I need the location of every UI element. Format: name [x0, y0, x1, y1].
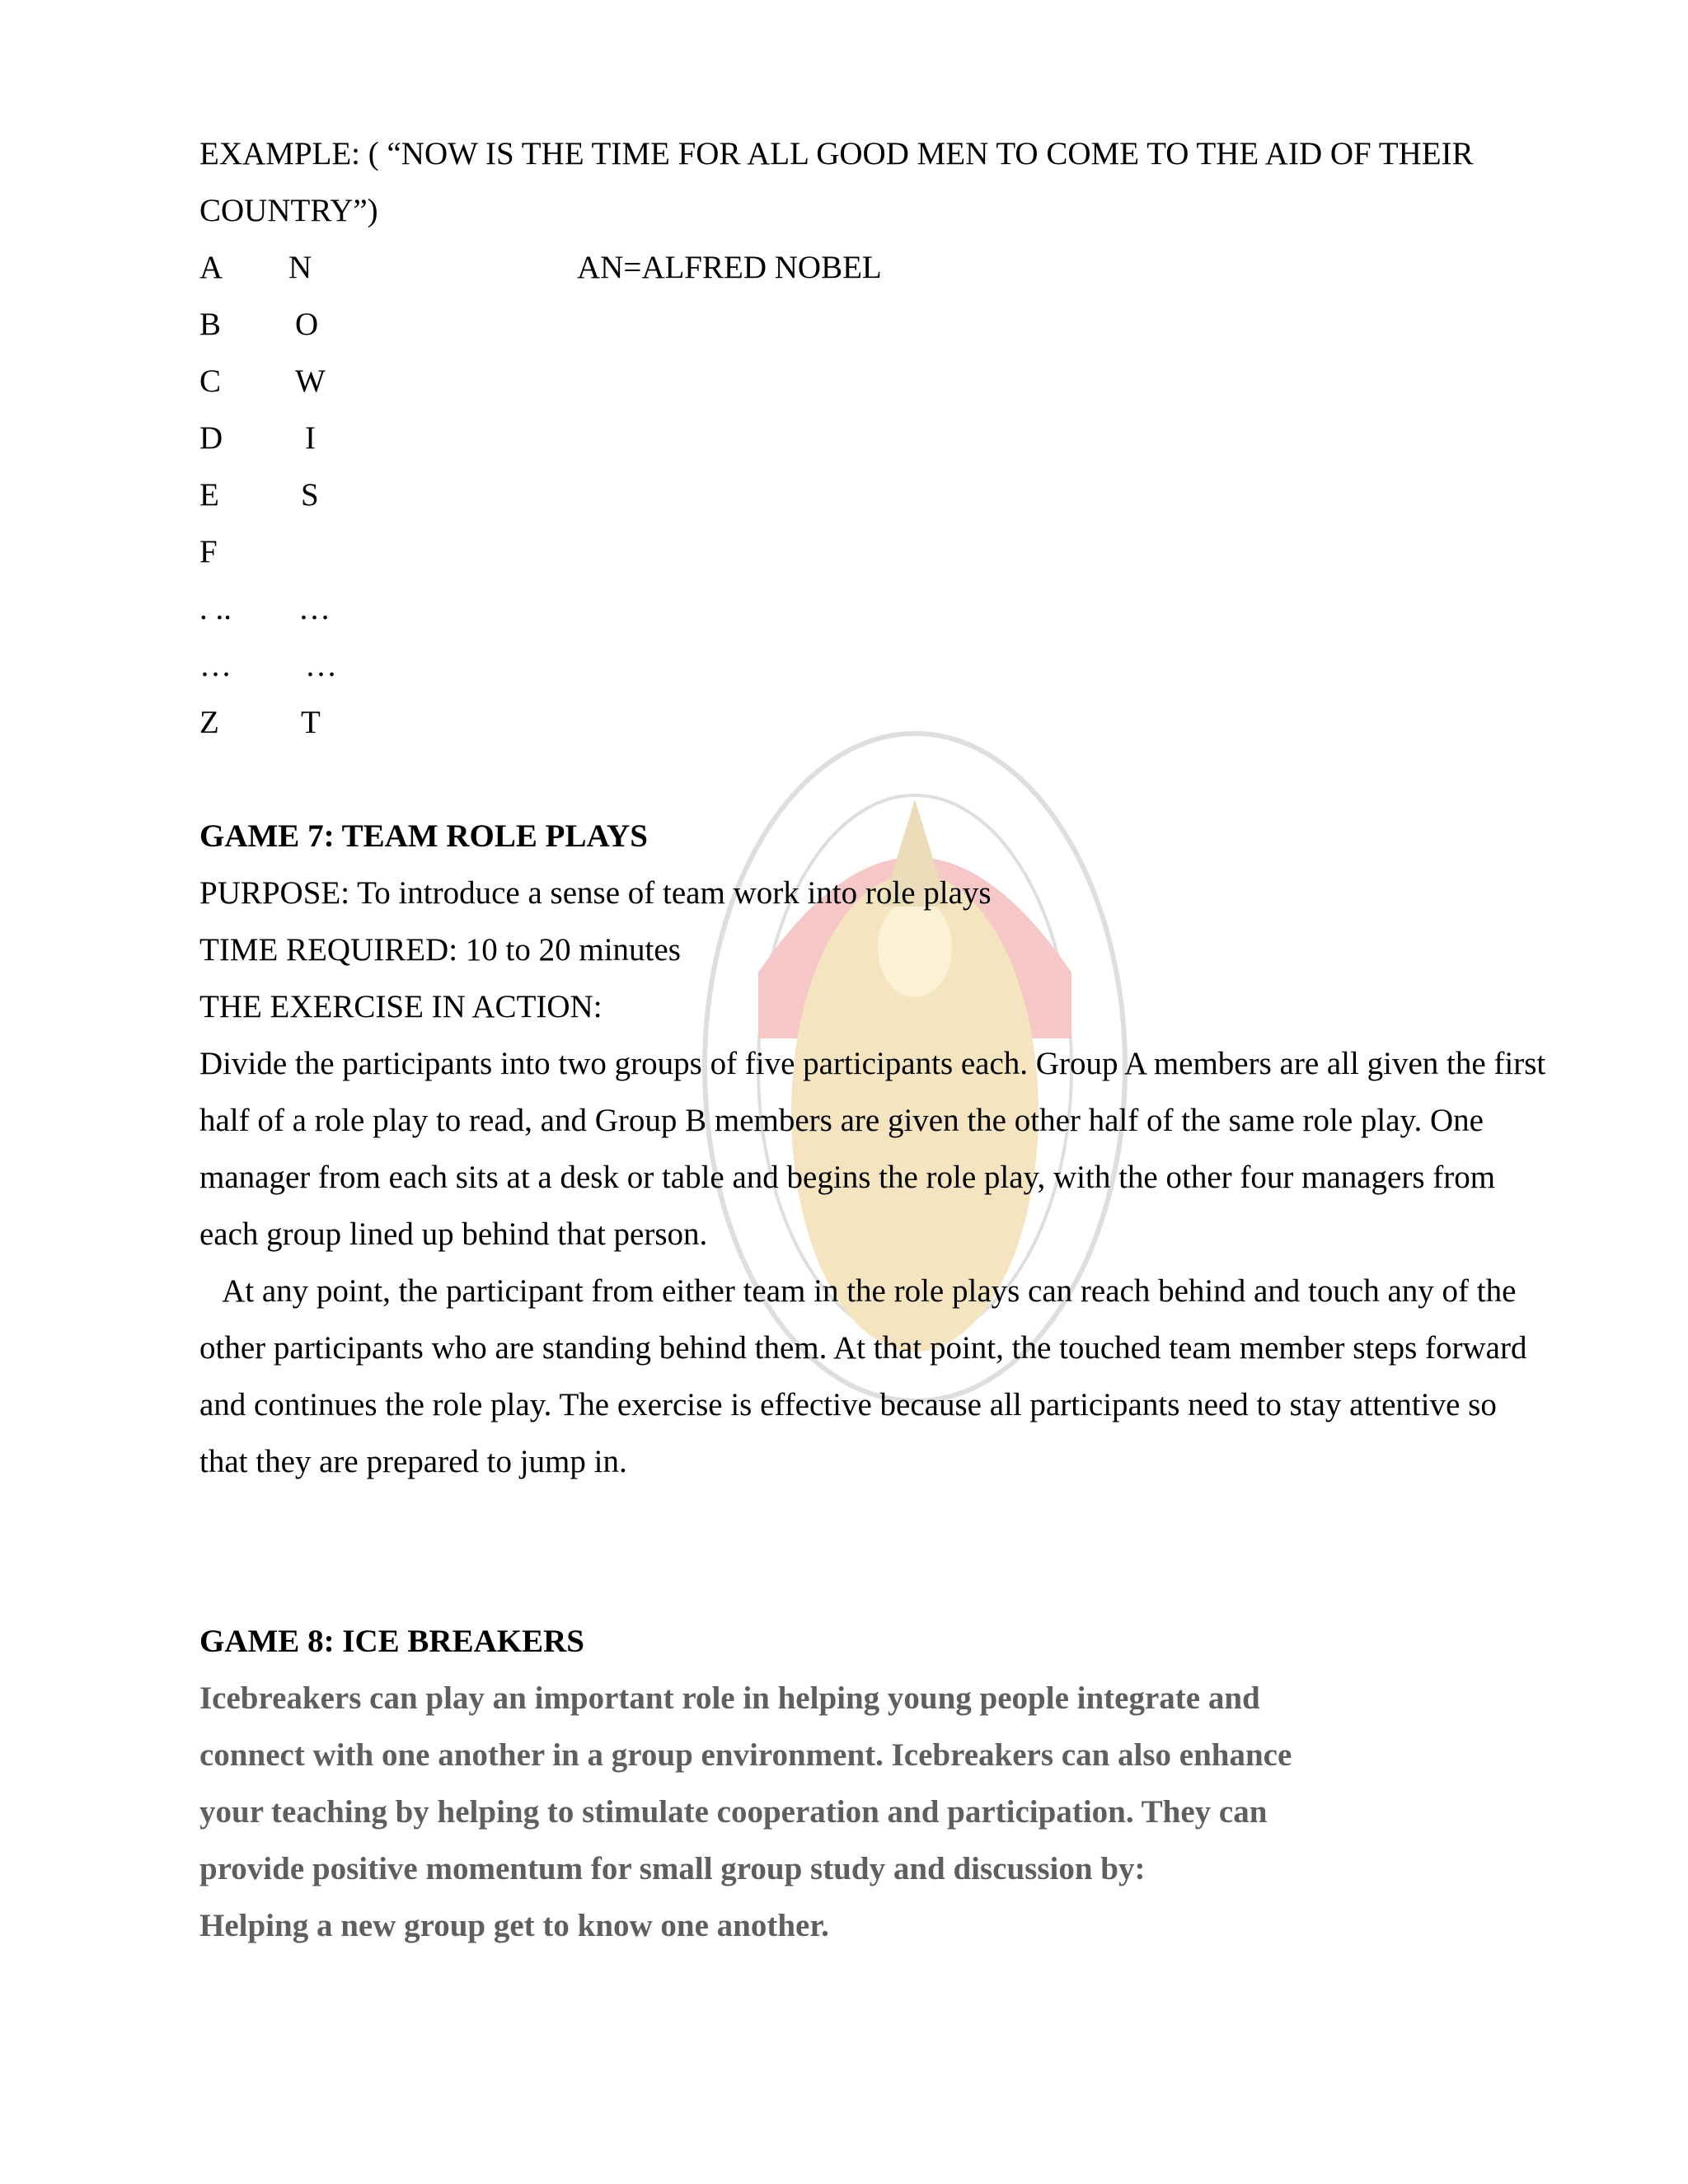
- game7-para2-line: and continues the role play. The exercise is effective because all participants need to stay attentive so: [199, 1387, 1497, 1422]
- letter-right: …: [305, 648, 337, 683]
- letter-right: N: [288, 250, 312, 285]
- letter-left: A: [199, 250, 223, 285]
- game7-time: TIME REQUIRED: 10 to 20 minutes: [199, 932, 681, 968]
- letter-right: S: [301, 477, 319, 513]
- letter-left: . ..: [199, 591, 232, 626]
- letter-right: T: [301, 705, 321, 740]
- game8-line: your teaching by helping to stimulate cooperation and participation. They can: [199, 1794, 1268, 1830]
- game8-line: connect with one another in a group environment. Icebreakers can also enhance: [199, 1737, 1292, 1773]
- letter-left: …: [199, 648, 232, 683]
- game7-para1-line: manager from each sits at a desk or table and begins the role play, with the other four managers from: [199, 1160, 1496, 1195]
- game7-exercise-heading: THE EXERCISE IN ACTION:: [199, 989, 603, 1024]
- game8-line: Helping a new group get to know one another.: [199, 1908, 829, 1943]
- letter-left: E: [199, 477, 219, 513]
- game7-para2-line: that they are prepared to jump in.: [199, 1444, 627, 1479]
- game7-para2-line: At any point, the participant from either team in the role plays can reach behind and touch any of the: [199, 1273, 1517, 1309]
- seal-face: [878, 898, 952, 997]
- letter-right: O: [295, 307, 319, 342]
- letter-left: C: [199, 363, 222, 399]
- game7-para1-line: Divide the participants into two groups of five participants each. Group A members are all given the first: [199, 1046, 1546, 1081]
- letter-left: B: [199, 307, 222, 342]
- letter-left: D: [199, 420, 223, 456]
- example-note: AN=ALFRED NOBEL: [577, 250, 882, 285]
- game7-purpose: PURPOSE: To introduce a sense of team work into role plays: [199, 875, 992, 911]
- game8-line: Icebreakers can play an important role in helping young people integrate and: [199, 1680, 1260, 1716]
- letter-right: I: [305, 420, 316, 456]
- game7-para1-line: each group lined up behind that person.: [199, 1216, 708, 1252]
- example-line-1: EXAMPLE: ( “NOW IS THE TIME FOR ALL GOOD MEN TO COME TO THE AID OF THEIR: [199, 136, 1474, 171]
- letter-right: W: [295, 363, 326, 399]
- game7-para1-line: half of a role play to read, and Group B members are given the other half of the same role play. One: [199, 1103, 1484, 1138]
- letter-left: Z: [199, 705, 219, 740]
- game8-title: GAME 8: ICE BREAKERS: [199, 1624, 584, 1659]
- letter-right: …: [298, 591, 331, 626]
- game8-line: provide positive momentum for small group study and discussion by:: [199, 1851, 1146, 1886]
- game7-title: GAME 7: TEAM ROLE PLAYS: [199, 818, 648, 854]
- letter-left: F: [199, 534, 218, 569]
- game7-para2-line: other participants who are standing behind them. At that point, the touched team member steps forward: [199, 1330, 1527, 1366]
- example-line-2: COUNTRY”): [199, 193, 378, 228]
